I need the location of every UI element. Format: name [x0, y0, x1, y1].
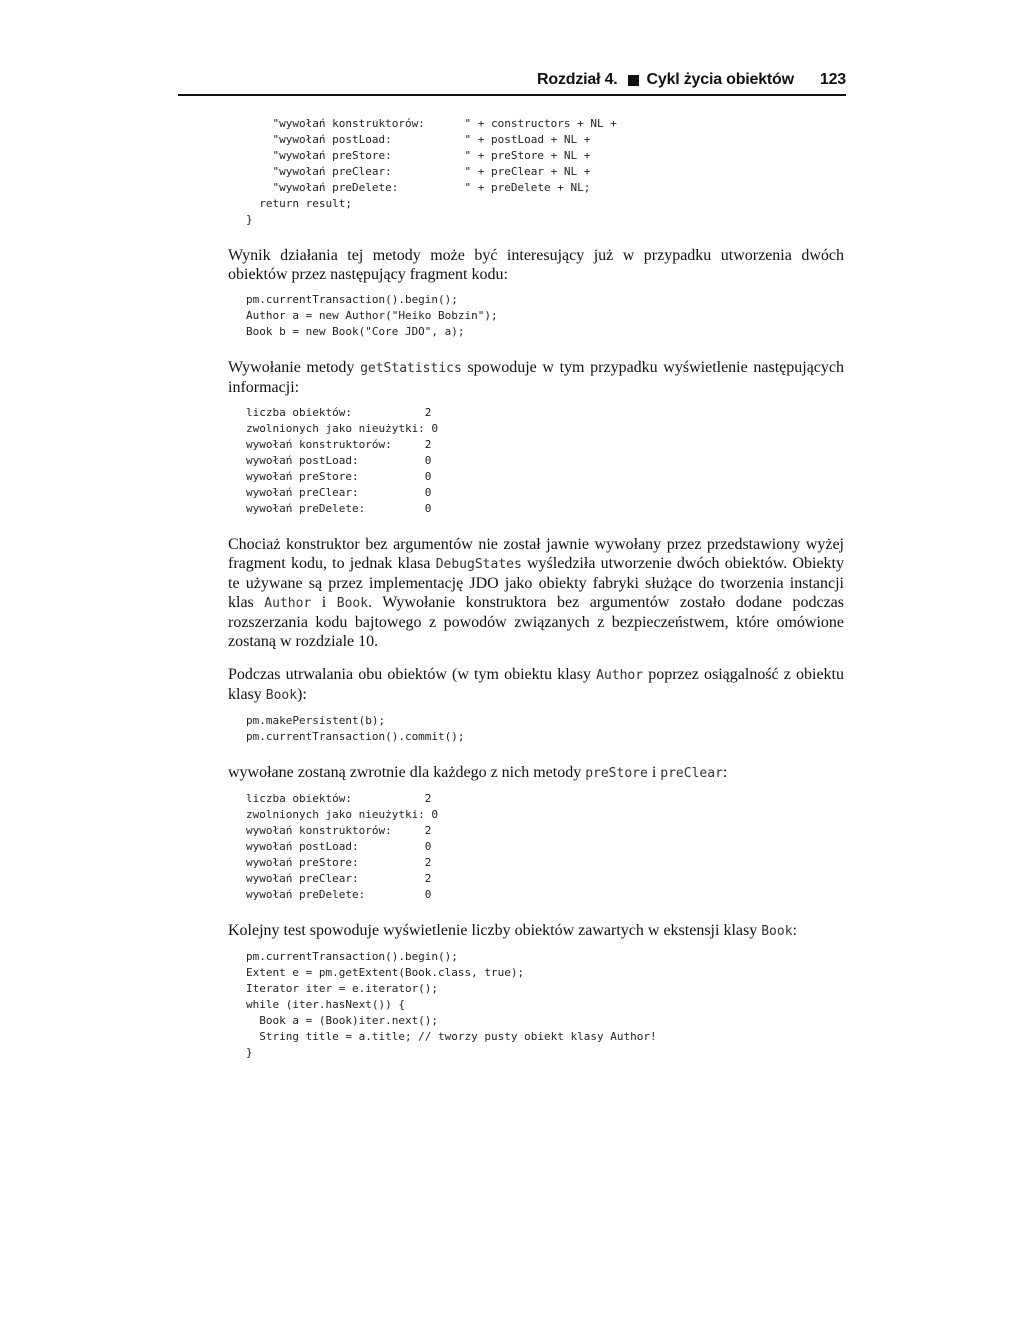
paragraph-text: : [722, 764, 728, 781]
inline-code: preClear [660, 766, 723, 781]
inline-code: Book [265, 688, 298, 703]
running-header [178, 66, 846, 96]
paragraph-text: : [792, 922, 797, 939]
paragraph-text: Wywołanie metody [228, 359, 361, 376]
paragraph-text: i [647, 764, 661, 781]
paragraph-callbacks [228, 763, 844, 783]
paragraph-text: i [311, 594, 337, 611]
inline-code: Author [264, 596, 312, 611]
code-block-persist: pm.makePersistent(b); pm.currentTransaction().commit(); [246, 714, 465, 743]
paragraph-persisting [228, 665, 844, 705]
inline-code: Author [596, 668, 644, 683]
paragraph-text: ): [297, 686, 307, 703]
page-body [228, 116, 844, 1061]
paragraph-text: . Wywołanie konstruktora bez argumentów zostało dodane podczas rozszerzania kodu bajtowego z powodów związanych z bezpieczeństwem, które omówione zostaną w rozdziale 10. [228, 594, 844, 650]
page-number: 123 [819, 71, 846, 88]
paragraph-text: Chociaż konstruktor bez argumentów nie został jawnie wywołany przez przedstawiony wyżej fragment kodu, to jednak klasa [228, 536, 844, 572]
code-block-create-objects: pm.currentTransaction().begin(); Author a = new Author("Heiko Bobzin"); Book b = new Book("Core JDO", a); [246, 293, 498, 338]
code-block-statistics-tail: "wywołań konstruktorów: " + constructors + NL + "wywołań postLoad: " + postLoad + NL + "wywołań preStore: " + preStore + NL + "wywołań preClear: " + preClear + NL + "wywołań preDelete: " + preDelete + NL; return result; } [246, 117, 617, 226]
paragraph-text: Kolejny test spowoduje wyświetlenie liczby obiektów zawartych w ekstensji klasy [228, 922, 762, 939]
code-block-extent: pm.currentTransaction().begin(); Extent e = pm.getExtent(Book.class, true); Iterator iter = e.iterator(); while (iter.hasNext()) { Book a = (Book)iter.next(); String title = a.title; // tworzy pusty obiekt klasy Author! } [246, 950, 657, 1059]
code-block-output-1: liczba obiektów: 2 zwolnionych jako nieużytki: 0 wywołań konstruktorów: 2 wywołań postLoad: 0 wywołań preStore: 0 wywołań preClear: 0 wywołań preDelete: 0 [246, 406, 439, 515]
inline-code: preStore [585, 766, 648, 781]
paragraph-constructor-explanation [228, 535, 844, 651]
paragraph-text: wyśledziła utworzenie dwóch obiektów. Obiekty te używane są przez implementację JDO jako obiekty fabryki służące do tworzenia instancji klas [228, 555, 844, 611]
code-block-output-2: liczba obiektów: 2 zwolnionych jako nieużytki: 0 wywołań konstruktorów: 2 wywołań postLoad: 0 wywołań preStore: 2 wywołań preClear: 2 wywołań preDelete: 0 [246, 792, 439, 901]
paragraph-text: spowoduje w tym przypadku wyświetlenie następujących informacji: [228, 359, 844, 396]
inline-code: getStatistics [360, 361, 462, 376]
inline-code: Book [336, 596, 369, 611]
paragraph-text: wywołane zostaną zwrotnie dla każdego z nich metody [228, 764, 586, 781]
paragraph-text: Podczas utrwalania obu obiektów (w tym obiektu klasy [228, 666, 597, 683]
inline-code: Book [761, 924, 793, 939]
chapter-title: Cykl życia obiektów [646, 71, 794, 88]
chapter-label: Rozdział 4. [537, 71, 618, 88]
square-bullet-icon [628, 75, 639, 86]
paragraph-getstatistics [228, 358, 844, 397]
inline-code: DebugStates [435, 557, 522, 572]
paragraph-intro-result: Wynik działania tej metody może być interesujący już w przypadku utworzenia dwóch obiektów przez następujący fragment kodu: [228, 247, 844, 283]
paragraph-text: poprzez osiągalność z obiektu klasy [228, 666, 845, 703]
paragraph-extent-test [228, 921, 844, 941]
